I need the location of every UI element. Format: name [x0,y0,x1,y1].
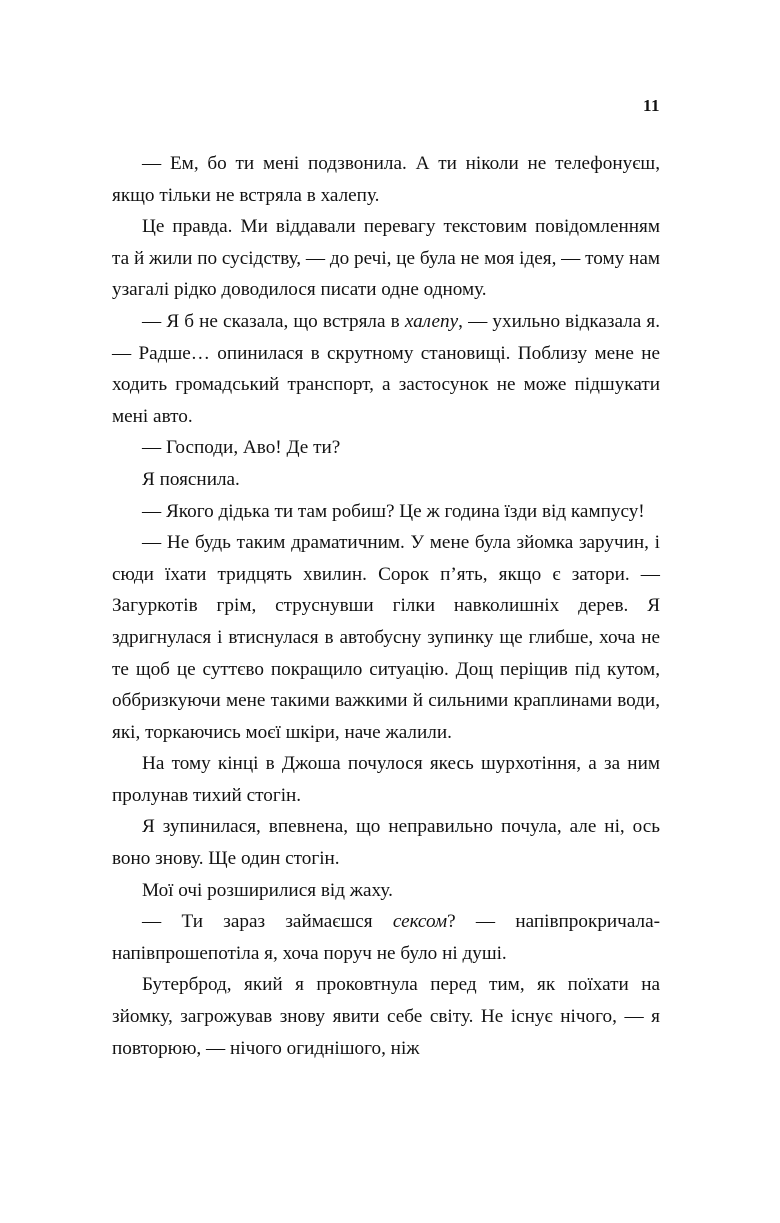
page-text-body [112,148,660,1064]
paragraph: — Якого дідька ти там робиш? Це ж година їзди від кампусу! [142,500,645,522]
paragraph: Це правда. Ми віддавали перевагу текстовим повідомленням та й жили по сусідству, — до речі, це була не моя ідея, — тому нам узагалі рідко доводилося писати одне одному. [112,216,660,301]
paragraph: Мої очі розширилися від жаху. [142,879,393,901]
page-number: 11 [642,96,660,115]
paragraph: Бутерброд, який я проковтнула перед тим, як поїхати на зйомку, загрожував знову явити себе світу. Не існує нічого, — я повторюю, — нічого огиднішого, ніж [112,974,660,1059]
emphasis-text: сексом [392,911,448,933]
paragraph: Я зупинилася, впевнена, що неправильно почула, але ні, ось воно знову. Ще один стогін. [112,816,660,870]
paragraph: — Ем, бо ти мені подзвонила. А ти ніколи не телефонуєш, якщо тільки не встряла в халепу. [112,153,660,206]
paragraph: — Не будь таким драматичним. У мене була зйомка заручин, і сюди їхати тридцять хвилин. Сорок п’ять, якщо є затори. — Загуркотів грім, струснувши гілки навколишніх дерев. Я здригнулася і втиснулася в автобусну зупинку ще глибше, хоча не те щоб це суттєво покращило ситуацію. Дощ періщив під кутом, оббризкуючи мене такими важкими й сильними краплинами води, які, торкаючись моєї шкіри, наче жалили. [112,532,660,743]
paragraph [112,906,660,969]
plain-text: ? — напівпрокричала-напівпрошепотіла я, хоча поруч не було ні душі. [112,911,660,964]
emphasis-text: халепу [404,310,459,332]
paragraph: — Господи, Аво! Де ти? [142,437,341,459]
plain-text: , — ухильно відказала я. — Радше… опинилася в скрутному становищі. Поблизу мене не ходить громадський транспорт, а застосунок не може підшукати мені авто. [112,310,660,427]
paragraph [112,306,660,432]
plain-text: — Ти зараз займаєшся [142,911,393,933]
paragraph: На тому кінці в Джоша почулося якесь шурхотіння, а за ним пролунав тихий стогін. [112,753,660,806]
plain-text: — Я б не сказала, що встряла в [142,310,405,332]
paragraph: Я пояснила. [142,468,240,490]
